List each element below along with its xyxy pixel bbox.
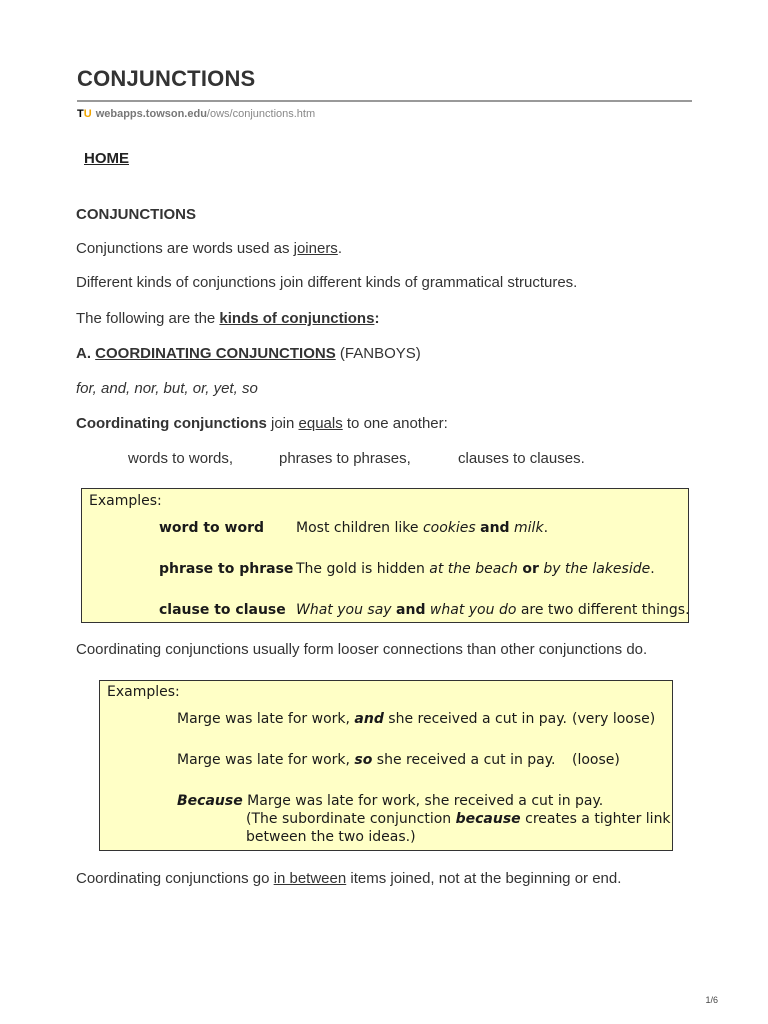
source-host[interactable]: webapps.towson.edu bbox=[95, 108, 207, 120]
example-sentence: Because Marge was late for work, she received a cut in pay. bbox=[177, 793, 604, 809]
in-between-link[interactable]: in between bbox=[273, 870, 347, 887]
example-sentence: Most children like cookies and milk. bbox=[296, 520, 549, 536]
coordinating-link[interactable]: COORDINATING CONJUNCTIONS bbox=[95, 345, 336, 362]
pair-item: words to words, bbox=[128, 450, 234, 467]
example-key: word to word bbox=[159, 520, 265, 536]
examples-label: Examples: bbox=[107, 684, 180, 700]
example-key: phrase to phrase bbox=[159, 561, 294, 577]
paragraph-looser: Coordinating conjunctions usually form looser connections than other conjunctions do. bbox=[76, 641, 648, 658]
kinds-link[interactable]: kinds of conjunctions bbox=[219, 310, 375, 327]
pair-item: phrases to phrases, bbox=[279, 450, 411, 467]
pair-item: clauses to clauses. bbox=[458, 450, 585, 467]
pairs-row bbox=[0, 450, 768, 470]
example-explanation: (The subordinate conjunction because creates a tighter link bbox=[246, 811, 671, 827]
joiners-link[interactable]: joiners bbox=[293, 240, 338, 257]
paragraph-kinds: Different kinds of conjunctions join different kinds of grammatical structures. bbox=[76, 274, 578, 291]
example-sentence: What you say and what you do are two different things. bbox=[296, 602, 690, 618]
source-path[interactable]: /ows/conjunctions.htm bbox=[206, 108, 316, 120]
page-title: CONJUNCTIONS bbox=[77, 66, 256, 91]
towson-logo-icon: TU bbox=[77, 108, 92, 120]
example-box-looseness bbox=[99, 680, 673, 851]
title-divider bbox=[77, 100, 692, 102]
section-heading: CONJUNCTIONS bbox=[76, 206, 197, 223]
example-sentence: Marge was late for work, so she received a cut in pay. bbox=[177, 752, 556, 768]
example-sentence: The gold is hidden at the beach or by the lakeside. bbox=[296, 561, 655, 577]
home-link[interactable]: HOME bbox=[84, 150, 129, 167]
examples-label: Examples: bbox=[89, 493, 162, 509]
source-line[interactable] bbox=[77, 108, 315, 120]
example-sentence: Marge was late for work, and she received a cut in pay. bbox=[177, 711, 567, 727]
looseness-note: (loose) bbox=[572, 752, 620, 768]
equals-link[interactable]: equals bbox=[298, 415, 343, 432]
page-number: 1/6 bbox=[705, 995, 718, 1005]
paragraph-between: Coordinating conjunctions go in between items joined, not at the beginning or end. bbox=[76, 870, 622, 887]
section-a-heading: A. COORDINATING CONJUNCTIONS (FANBOYS) bbox=[76, 345, 421, 362]
example-key: clause to clause bbox=[159, 602, 286, 618]
example-box-coordinating bbox=[81, 488, 689, 623]
paragraph-equals: Coordinating conjunctions join equals to one another: bbox=[76, 415, 448, 432]
fanboys-list: for, and, nor, but, or, yet, so bbox=[76, 380, 258, 397]
example-explanation: between the two ideas.) bbox=[246, 829, 416, 845]
paragraph-following: The following are the kinds of conjunctions: bbox=[76, 310, 380, 327]
looseness-note: (very loose) bbox=[572, 711, 656, 727]
paragraph-joiners: Conjunctions are words used as joiners. bbox=[76, 240, 342, 257]
